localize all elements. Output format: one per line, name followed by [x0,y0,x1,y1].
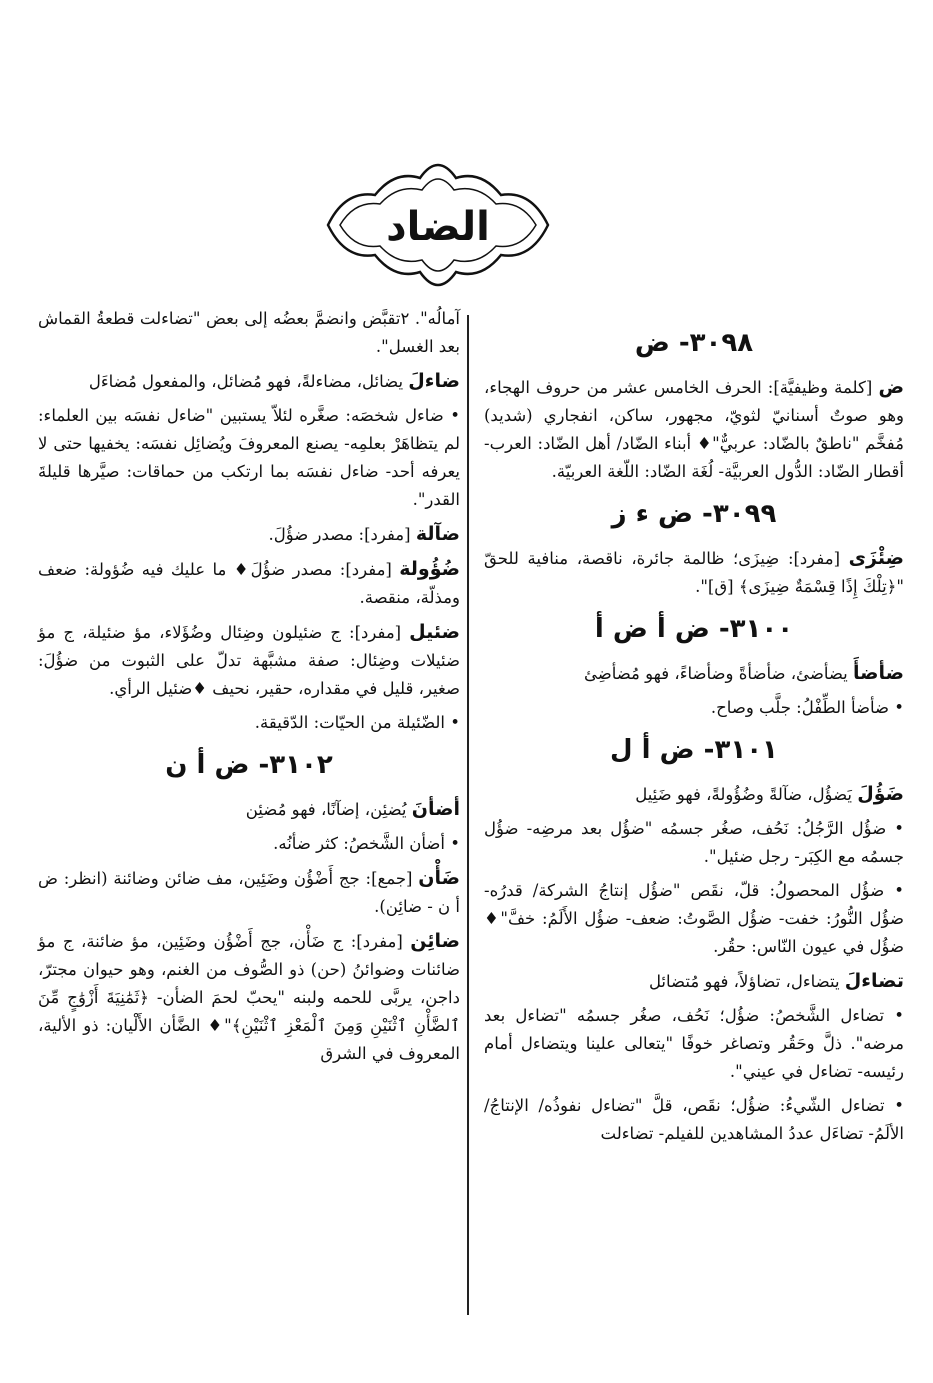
dictionary-entry [484,780,904,809]
left-column [38,305,460,1074]
dictionary-entry [484,659,904,688]
section-banner [320,150,556,300]
headword: تضاءلَ [844,970,904,992]
dictionary-entry [38,927,460,1068]
banner-title: الضاد [386,204,490,250]
root-heading: ٣٠٩٨- ض [634,328,754,358]
headword: ضآلة [415,523,460,545]
definition-text: [مفرد]: مصدر ضؤُلَ. [268,525,416,544]
definition-text: [كلمة وظيفيَّة]: الحرف الخامس عشر من حروف الهجاء، وهو صوتٌ أسنانيّ لثويّ، مجهور، ساكن، انفجاري (شديد) مُفخَّم "ناطقٌ بالضّاد: عربيٌّ"♦ أبناء الضّاد/ أهل الضّاد: العرب- أقطار الضّاد: الدُّول العربيَّة- لُغَة الضّاد: اللّغة العربيّة. [484,378,904,481]
dictionary-entry [38,864,460,921]
sense-bullet: • ضؤُل الرَّجُلُ: نَحُف، صغُر جسمُه "ضؤُل بعد مرضِه- ضؤُل جسمُه مع الكِبَر- رجل ضئيل". [484,815,904,871]
headword: ضأضأَ [853,662,904,684]
headword: ض [878,376,904,398]
headword: ضاءلَ [408,370,460,392]
root-heading: ٣١٠٠- ض أ ض أ [594,614,794,644]
column-divider [467,315,469,1315]
definition-text: يُضئِن، إضآنًا، فهو مُضئِن [245,800,412,819]
sense-bullet: • تضاءل الشّيءُ: ضؤُل؛ نقَص، قلَّ "تضاءل نفوذُه/ الإنتاجُ/ الألَمُ- تضاءَل عددُ المشاهدين للفيلم- تضاءلت [484,1092,904,1148]
headword: ضِئْزَى [848,547,904,569]
definition-text: يَضؤُل، ضآلةً وضُؤُولةً، فهو ضَئِيل [635,785,858,804]
root-heading: ٣١٠١- ض أ ل [610,735,778,765]
sense-bullet: • ضأضأ الطِّفْلُ: جلَّب وصاح. [484,694,904,722]
headword: أضأنَ [411,798,460,820]
headword: ضئيل [409,621,460,643]
headword: ضَؤُلَ [857,783,904,805]
definition-text: آمالُه". ٢تقبَّض وانضمَّ بعضُه إلى بعض "تضاءلت قطعةُ القماش بعد الغسل". [38,309,460,356]
definition-text: [مفرد]: ضِيزَى؛ ظالمة جائرة، ناقصة، منافية للحقّ "﴿تِلْكَ إِذًا قِسْمَةٌ ضِيزَى﴾ [ق]". [484,549,904,596]
dictionary-entry [38,305,460,361]
dictionary-entry [38,795,460,824]
dictionary-entry [38,520,460,549]
sense-bullet: • ضاءل شخصَه: صغَّره لئلاّ يستبين "ضاءل نفسَه بين العلماء: لم يتظاهَرْ بعلمِه- يصنع المعروفَ ويُضائِل نفسَه: يخفيها حتى لا يعرفه أحد- ضاءل نفسَه بما ارتكب من حماقات: صيَّرها قليلةَ القدر". [38,402,460,514]
root-heading: ٣١٠٢- ض أ ن [165,750,333,780]
sense-bullet: • ضؤُل المحصولُ: قلّ، نقَص "ضؤُل إنتاجُ الشركة/ قدرُه- ضؤُل النُّورُ: خفت- ضؤُل الصَّوتُ: ضعف- ضؤُل الأَلَمُ: خفَّ"♦ ضؤُل في عيون النّاس: حقُر. [484,877,904,961]
definition-text: يتضاءل، تضاؤلاً، فهو مُتضائل [648,972,845,991]
sense-bullet: • تضاءل الشَّخصُ: ضؤُل؛ نَحُف، صغُر جسمُه "تضاءل بعد مرضه". ذلَّ وحَقُر وتصاغر خوفًا "يتعالى علينا ويتضاءل أمام رئيسه- تضاءل في عيني". [484,1002,904,1086]
dictionary-entry [38,618,460,703]
dictionary-entry [38,555,460,612]
definition-text: يضأضئ، ضأضأةً وضأضاءً، فهو مُضأضِئ [583,664,853,683]
definition-text: [مفرد]: ج ضئيلون وضِئال وضُؤَلاء، مؤ ضئيلة، ج مؤ ضئيلات وضِئال: صفة مشبَّهة تدلّ على الثبوت من ضؤُلَ: صغير، قليل في مقداره، حقير، نحيف ♦ضئيل الرأي. [38,623,460,698]
dictionary-entry [484,373,904,486]
root-heading: ٣٠٩٩- ض ء ز [611,499,777,529]
headword: ضائِن [410,930,460,952]
definition-text: [مفرد]: ج ضَأْن، جج أَضْؤُن وضَئِين، مؤ ضائنة، ج مؤ ضائنات وضوائنُ (حن) ذو الصُّوف من الغنم، وهو حيوان مجترّ، داجن، يربَّى للحمه ولبنه "يحبّ لحمَ الضأن- ﴿ثَمَٰنِيَةَ أَزْوَٰجٍ مِّنَ ٱلضَّأْنِ ٱثْنَيْنِ وَمِنَ ٱلْمَعْزِ ٱثْنَيْنِ﴾"♦ الضَّأن الأَلْيان: ذو الألية، المعروف في الشرق [38,932,460,1063]
dictionary-entry [484,967,904,996]
right-column [484,315,904,1154]
headword: ضُؤُولة [399,558,460,580]
headword: ضَأْن [418,867,460,889]
dictionary-entry [38,367,460,396]
sense-bullet: • أضأن الشَّخصُ: كثر ضأنُه. [38,830,460,858]
definition-text: [جمع]: جج أَضْؤُن وضَئِين، مف ضائن وضائنة (انظر: ض أ ن - ضائِن). [38,869,460,916]
definition-text: يضائل، مضاءلةً، فهو مُضائل، والمفعول مُضاءَل [88,372,409,391]
dictionary-entry [484,544,904,601]
sense-bullet: • الضّئيلة من الحيّات: الدّقيقة. [38,709,460,737]
definition-text: [مفرد]: مصدر ضؤُلَ♦ ما عليك فيه ضُؤولة: ضعف ومذلّة، منقصة. [38,560,460,607]
